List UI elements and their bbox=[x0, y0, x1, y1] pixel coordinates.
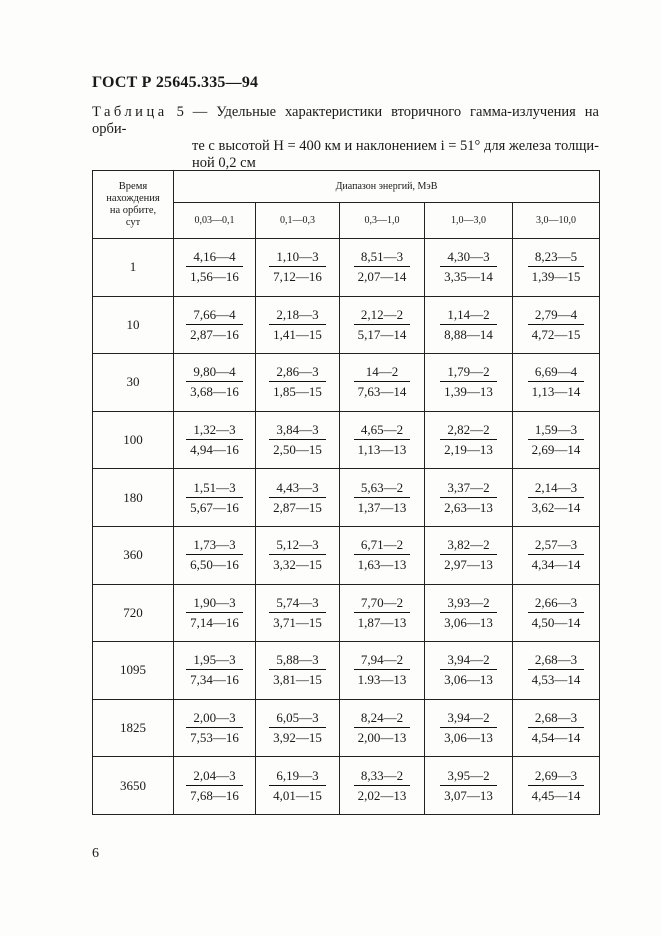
value-cell bbox=[256, 699, 340, 757]
fraction-denominator: 7,34—16 bbox=[190, 672, 239, 688]
value-cell bbox=[340, 296, 425, 354]
fraction-numerator: 2,68—3 bbox=[528, 709, 585, 728]
fraction-denominator: 2,07—14 bbox=[357, 269, 407, 285]
value-cell bbox=[256, 296, 340, 354]
fraction bbox=[440, 306, 497, 343]
fraction bbox=[528, 709, 585, 746]
time-cell: 1095 bbox=[93, 642, 174, 700]
fraction bbox=[528, 767, 585, 804]
value-cell bbox=[256, 239, 340, 297]
fraction-denominator: 4,72—15 bbox=[531, 326, 581, 342]
fraction-denominator: 6,50—16 bbox=[190, 557, 239, 573]
fraction-denominator: 3,68—16 bbox=[190, 384, 239, 400]
fraction bbox=[528, 594, 585, 631]
fraction-numerator: 6,69—4 bbox=[528, 363, 585, 382]
fraction-numerator: 8,23—5 bbox=[528, 248, 585, 267]
fraction bbox=[354, 767, 411, 804]
value-cell bbox=[425, 526, 513, 584]
fraction-denominator: 7,63—14 bbox=[357, 384, 407, 400]
fraction bbox=[269, 767, 326, 804]
fraction bbox=[269, 363, 326, 400]
value-cell bbox=[174, 526, 256, 584]
value-cell bbox=[340, 354, 425, 412]
value-cell bbox=[340, 642, 425, 700]
table-row bbox=[93, 526, 600, 584]
fraction-denominator: 1,87—13 bbox=[357, 614, 407, 630]
value-cell bbox=[174, 469, 256, 527]
fraction bbox=[186, 363, 243, 400]
fraction-numerator: 4,65—2 bbox=[354, 421, 411, 440]
fraction bbox=[440, 363, 497, 400]
fraction-numerator: 4,43—3 bbox=[269, 479, 326, 498]
time-cell: 360 bbox=[93, 526, 174, 584]
page-number: 6 bbox=[92, 846, 99, 861]
fraction-denominator: 2,87—15 bbox=[273, 499, 322, 515]
time-header-line: на орбите, bbox=[109, 204, 157, 216]
fraction-numerator: 3,94—2 bbox=[440, 651, 497, 670]
fraction-numerator: 2,69—3 bbox=[528, 767, 585, 786]
value-cell bbox=[174, 584, 256, 642]
fraction-denominator: 1,13—13 bbox=[357, 442, 407, 458]
fraction-denominator: 2,97—13 bbox=[444, 557, 493, 573]
column-header: 0,1—0,3 bbox=[256, 203, 340, 239]
fraction-numerator: 2,14—3 bbox=[528, 479, 585, 498]
fraction-numerator: 14—2 bbox=[354, 363, 411, 382]
fraction-denominator: 3,06—13 bbox=[444, 730, 493, 746]
value-cell bbox=[513, 239, 600, 297]
time-cell: 100 bbox=[93, 411, 174, 469]
value-cell bbox=[256, 411, 340, 469]
fraction-denominator: 1,63—13 bbox=[357, 557, 407, 573]
fraction-numerator: 1,95—3 bbox=[186, 651, 243, 670]
value-cell bbox=[425, 584, 513, 642]
fraction bbox=[440, 421, 497, 458]
value-cell bbox=[513, 757, 600, 815]
fraction-numerator: 3,93—2 bbox=[440, 594, 497, 613]
value-cell bbox=[513, 584, 600, 642]
fraction bbox=[440, 536, 497, 573]
table-row bbox=[93, 469, 600, 527]
fraction bbox=[269, 479, 326, 516]
value-cell bbox=[256, 642, 340, 700]
fraction bbox=[186, 421, 243, 458]
fraction-numerator: 3,95—2 bbox=[440, 767, 497, 786]
fraction bbox=[186, 248, 243, 285]
value-cell bbox=[425, 354, 513, 412]
value-cell bbox=[340, 699, 425, 757]
fraction-numerator: 5,74—3 bbox=[269, 594, 326, 613]
time-cell: 180 bbox=[93, 469, 174, 527]
table-row bbox=[93, 354, 600, 412]
value-cell bbox=[340, 584, 425, 642]
value-cell bbox=[256, 584, 340, 642]
fraction bbox=[186, 594, 243, 631]
fraction bbox=[354, 248, 411, 285]
table-row bbox=[93, 296, 600, 354]
fraction-denominator: 4,50—14 bbox=[531, 614, 581, 630]
fraction-denominator: 1,39—13 bbox=[444, 384, 493, 400]
fraction bbox=[528, 248, 585, 285]
fraction bbox=[186, 767, 243, 804]
value-cell bbox=[513, 469, 600, 527]
value-cell bbox=[425, 469, 513, 527]
fraction-numerator: 6,05—3 bbox=[269, 709, 326, 728]
fraction-numerator: 1,32—3 bbox=[186, 421, 243, 440]
fraction-numerator: 2,57—3 bbox=[528, 536, 585, 555]
value-cell bbox=[513, 296, 600, 354]
value-cell bbox=[513, 354, 600, 412]
value-cell bbox=[425, 642, 513, 700]
time-cell: 10 bbox=[93, 296, 174, 354]
fraction-numerator: 8,33—2 bbox=[354, 767, 411, 786]
fraction-numerator: 1,14—2 bbox=[440, 306, 497, 325]
fraction-denominator: 7,12—16 bbox=[273, 269, 322, 285]
fraction-numerator: 2,86—3 bbox=[269, 363, 326, 382]
fraction-denominator: 2,63—13 bbox=[444, 499, 493, 515]
fraction-numerator: 2,82—2 bbox=[440, 421, 497, 440]
fraction-numerator: 1,90—3 bbox=[186, 594, 243, 613]
time-cell: 30 bbox=[93, 354, 174, 412]
fraction-denominator: 2,19—13 bbox=[444, 442, 493, 458]
value-cell bbox=[425, 239, 513, 297]
fraction-denominator: 2,50—15 bbox=[273, 442, 322, 458]
value-cell bbox=[513, 526, 600, 584]
data-table-body bbox=[93, 171, 600, 815]
table-row bbox=[93, 411, 600, 469]
fraction bbox=[440, 651, 497, 688]
fraction-numerator: 2,04—3 bbox=[186, 767, 243, 786]
fraction-numerator: 4,30—3 bbox=[440, 248, 497, 267]
fraction bbox=[440, 479, 497, 516]
fraction bbox=[528, 536, 585, 573]
fraction-denominator: 3,81—15 bbox=[273, 672, 322, 688]
caption-line-1-text: 5 — Удельные характеристики вторичного гамма-излучения на орби- bbox=[92, 104, 599, 137]
time-header-cell bbox=[93, 171, 174, 239]
fraction-denominator: 5,17—14 bbox=[357, 326, 407, 342]
fraction-denominator: 2,00—13 bbox=[357, 730, 407, 746]
fraction bbox=[354, 651, 411, 688]
fraction bbox=[354, 709, 411, 746]
fraction bbox=[186, 536, 243, 573]
value-cell bbox=[340, 757, 425, 815]
fraction-denominator: 7,68—16 bbox=[190, 787, 239, 803]
column-header: 1,0—3,0 bbox=[425, 203, 513, 239]
value-cell bbox=[174, 296, 256, 354]
document-header: ГОСТ Р 25645.335—94 bbox=[92, 74, 259, 91]
fraction-denominator: 1,41—15 bbox=[273, 326, 322, 342]
fraction bbox=[186, 306, 243, 343]
time-header-line: сут bbox=[125, 216, 141, 228]
fraction-numerator: 6,19—3 bbox=[269, 767, 326, 786]
fraction-numerator: 3,82—2 bbox=[440, 536, 497, 555]
fraction-denominator: 1,85—15 bbox=[273, 384, 322, 400]
value-cell bbox=[256, 354, 340, 412]
fraction bbox=[440, 709, 497, 746]
value-cell bbox=[425, 699, 513, 757]
caption-line-2: те с высотой H = 400 км и наклонением i = 51° для железа толщи- bbox=[192, 138, 599, 154]
fraction-denominator: 3,07—13 bbox=[444, 787, 493, 803]
fraction bbox=[440, 248, 497, 285]
fraction-numerator: 9,80—4 bbox=[186, 363, 243, 382]
caption-line-1 bbox=[92, 104, 599, 138]
fraction-denominator: 3,92—15 bbox=[273, 730, 322, 746]
fraction-numerator: 2,68—3 bbox=[528, 651, 585, 670]
fraction-numerator: 1,10—3 bbox=[269, 248, 326, 267]
fraction bbox=[354, 363, 411, 400]
fraction bbox=[440, 767, 497, 804]
fraction-numerator: 7,66—4 bbox=[186, 306, 243, 325]
time-cell: 3650 bbox=[93, 757, 174, 815]
fraction-denominator: 7,14—16 bbox=[190, 614, 239, 630]
fraction-denominator: 4,34—14 bbox=[531, 557, 581, 573]
fraction bbox=[269, 306, 326, 343]
column-header: 0,3—1,0 bbox=[340, 203, 425, 239]
fraction-denominator: 3,35—14 bbox=[444, 269, 493, 285]
fraction-numerator: 7,70—2 bbox=[354, 594, 411, 613]
fraction-numerator: 2,79—4 bbox=[528, 306, 585, 325]
table-caption bbox=[92, 104, 599, 172]
fraction-numerator: 2,12—2 bbox=[354, 306, 411, 325]
fraction-denominator: 7,53—16 bbox=[190, 730, 239, 746]
value-cell bbox=[513, 699, 600, 757]
column-header: 3,0—10,0 bbox=[513, 203, 600, 239]
value-cell bbox=[513, 411, 600, 469]
time-header-line: Время bbox=[118, 180, 148, 192]
value-cell bbox=[174, 411, 256, 469]
fraction-numerator: 2,66—3 bbox=[528, 594, 585, 613]
fraction-denominator: 4,45—14 bbox=[531, 787, 581, 803]
fraction-numerator: 1,73—3 bbox=[186, 536, 243, 555]
fraction-numerator: 3,84—3 bbox=[269, 421, 326, 440]
fraction-denominator: 3,06—13 bbox=[444, 672, 493, 688]
fraction bbox=[186, 651, 243, 688]
value-cell bbox=[256, 469, 340, 527]
time-cell: 720 bbox=[93, 584, 174, 642]
value-cell bbox=[174, 239, 256, 297]
table-row bbox=[93, 642, 600, 700]
fraction bbox=[186, 709, 243, 746]
fraction-numerator: 1,51—3 bbox=[186, 479, 243, 498]
value-cell bbox=[513, 642, 600, 700]
caption-line-3: ной 0,2 см bbox=[192, 155, 256, 171]
fraction-numerator: 6,71—2 bbox=[354, 536, 411, 555]
fraction-denominator: 4,01—15 bbox=[273, 787, 322, 803]
fraction-denominator: 3,71—15 bbox=[273, 614, 322, 630]
time-header-line: нахождения bbox=[106, 192, 160, 204]
value-cell bbox=[340, 239, 425, 297]
fraction bbox=[528, 421, 585, 458]
value-cell bbox=[256, 757, 340, 815]
value-cell bbox=[174, 757, 256, 815]
fraction bbox=[269, 709, 326, 746]
fraction-numerator: 5,88—3 bbox=[269, 651, 326, 670]
fraction bbox=[269, 421, 326, 458]
fraction bbox=[528, 363, 585, 400]
fraction-numerator: 4,16—4 bbox=[186, 248, 243, 267]
table-row bbox=[93, 584, 600, 642]
fraction-numerator: 1,79—2 bbox=[440, 363, 497, 382]
fraction-denominator: 1,13—14 bbox=[531, 384, 581, 400]
fraction-denominator: 2,87—16 bbox=[190, 326, 239, 342]
fraction-denominator: 1,39—15 bbox=[531, 269, 581, 285]
fraction-numerator: 5,63—2 bbox=[354, 479, 411, 498]
fraction bbox=[269, 594, 326, 631]
value-cell bbox=[174, 699, 256, 757]
fraction bbox=[354, 306, 411, 343]
value-cell bbox=[174, 354, 256, 412]
caption-label: Таблица bbox=[92, 104, 168, 120]
fraction-numerator: 7,94—2 bbox=[354, 651, 411, 670]
fraction-numerator: 2,00—3 bbox=[186, 709, 243, 728]
fraction-denominator: 3,32—15 bbox=[273, 557, 322, 573]
column-header: 0,03—0,1 bbox=[174, 203, 256, 239]
fraction bbox=[269, 536, 326, 573]
table-row bbox=[93, 699, 600, 757]
time-cell: 1 bbox=[93, 239, 174, 297]
value-cell bbox=[425, 296, 513, 354]
fraction-numerator: 8,51—3 bbox=[354, 248, 411, 267]
fraction bbox=[354, 479, 411, 516]
fraction-denominator: 3,62—14 bbox=[531, 499, 581, 515]
fraction bbox=[528, 479, 585, 516]
fraction-numerator: 8,24—2 bbox=[354, 709, 411, 728]
fraction-numerator: 3,37—2 bbox=[440, 479, 497, 498]
energy-range-header: Диапазон энергий, МэВ bbox=[174, 171, 600, 203]
fraction-denominator: 5,67—16 bbox=[190, 499, 239, 515]
value-cell bbox=[425, 757, 513, 815]
fraction bbox=[269, 248, 326, 285]
fraction-denominator: 1,37—13 bbox=[357, 499, 407, 515]
value-cell bbox=[340, 411, 425, 469]
value-cell bbox=[340, 469, 425, 527]
value-cell bbox=[340, 526, 425, 584]
value-cell bbox=[256, 526, 340, 584]
fraction bbox=[528, 306, 585, 343]
fraction-denominator: 4,94—16 bbox=[190, 442, 239, 458]
data-table bbox=[92, 170, 600, 815]
fraction-denominator: 8,88—14 bbox=[444, 326, 493, 342]
header-row-1 bbox=[93, 171, 600, 203]
fraction bbox=[440, 594, 497, 631]
fraction bbox=[354, 421, 411, 458]
value-cell bbox=[174, 642, 256, 700]
fraction-numerator: 3,94—2 bbox=[440, 709, 497, 728]
fraction bbox=[354, 536, 411, 573]
fraction-denominator: 1.93—13 bbox=[357, 672, 407, 688]
time-cell: 1825 bbox=[93, 699, 174, 757]
fraction-denominator: 2,02—13 bbox=[357, 787, 407, 803]
table-row bbox=[93, 757, 600, 815]
fraction-denominator: 3,06—13 bbox=[444, 614, 493, 630]
fraction-numerator: 1,59—3 bbox=[528, 421, 585, 440]
fraction-denominator: 4,54—14 bbox=[531, 730, 581, 746]
fraction-denominator: 1,56—16 bbox=[190, 269, 239, 285]
table-row bbox=[93, 239, 600, 297]
fraction-numerator: 2,18—3 bbox=[269, 306, 326, 325]
fraction-numerator: 5,12—3 bbox=[269, 536, 326, 555]
fraction-denominator: 2,69—14 bbox=[531, 442, 581, 458]
value-cell bbox=[425, 411, 513, 469]
fraction bbox=[186, 479, 243, 516]
fraction-denominator: 4,53—14 bbox=[531, 672, 581, 688]
fraction bbox=[354, 594, 411, 631]
fraction bbox=[528, 651, 585, 688]
fraction bbox=[269, 651, 326, 688]
